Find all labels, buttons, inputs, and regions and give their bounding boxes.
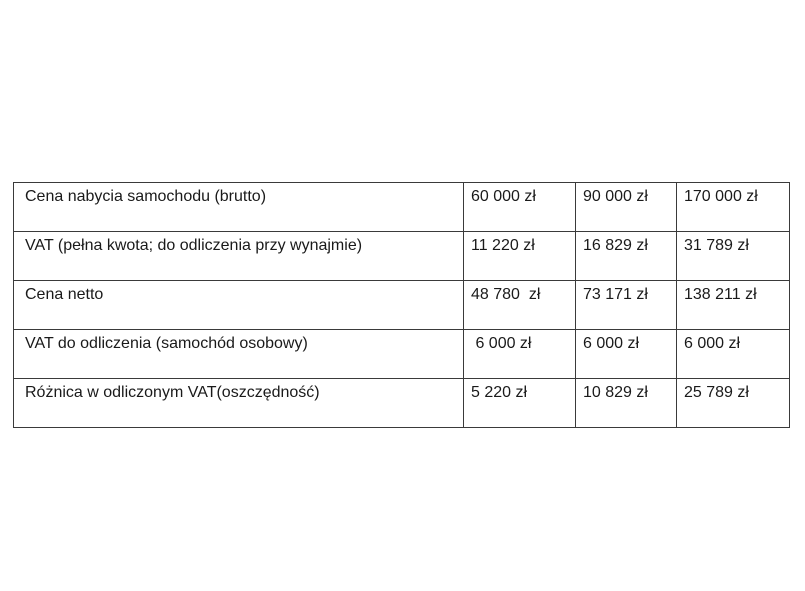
value-cell: 73 171 zł xyxy=(576,281,677,330)
value-cell: 25 789 zł xyxy=(677,379,790,428)
value-cell: 90 000 zł xyxy=(576,183,677,232)
value-cell: 170 000 zł xyxy=(677,183,790,232)
table-row xyxy=(14,183,790,232)
value-cell: 48 780 zł xyxy=(464,281,576,330)
value-cell: 5 220 zł xyxy=(464,379,576,428)
value-cell: 10 829 zł xyxy=(576,379,677,428)
value-cell: 138 211 zł xyxy=(677,281,790,330)
table-row xyxy=(14,232,790,281)
row-label-cell: VAT (pełna kwota; do odliczenia przy wynajmie) xyxy=(14,232,464,281)
row-label-cell: Cena netto xyxy=(14,281,464,330)
value-cell: 60 000 zł xyxy=(464,183,576,232)
table-row xyxy=(14,379,790,428)
value-cell: 31 789 zł xyxy=(677,232,790,281)
table-row xyxy=(14,330,790,379)
table-row xyxy=(14,281,790,330)
comparison-table-container xyxy=(13,182,790,428)
value-cell: 6 000 zł xyxy=(677,330,790,379)
value-cell: 6 000 zł xyxy=(576,330,677,379)
value-cell: 11 220 zł xyxy=(464,232,576,281)
value-cell: 6 000 zł xyxy=(464,330,576,379)
row-label-cell: Różnica w odliczonym VAT(oszczędność) xyxy=(14,379,464,428)
row-label-cell: VAT do odliczenia (samochód osobowy) xyxy=(14,330,464,379)
value-cell: 16 829 zł xyxy=(576,232,677,281)
row-label-cell: Cena nabycia samochodu (brutto) xyxy=(14,183,464,232)
vat-comparison-table xyxy=(13,182,790,428)
